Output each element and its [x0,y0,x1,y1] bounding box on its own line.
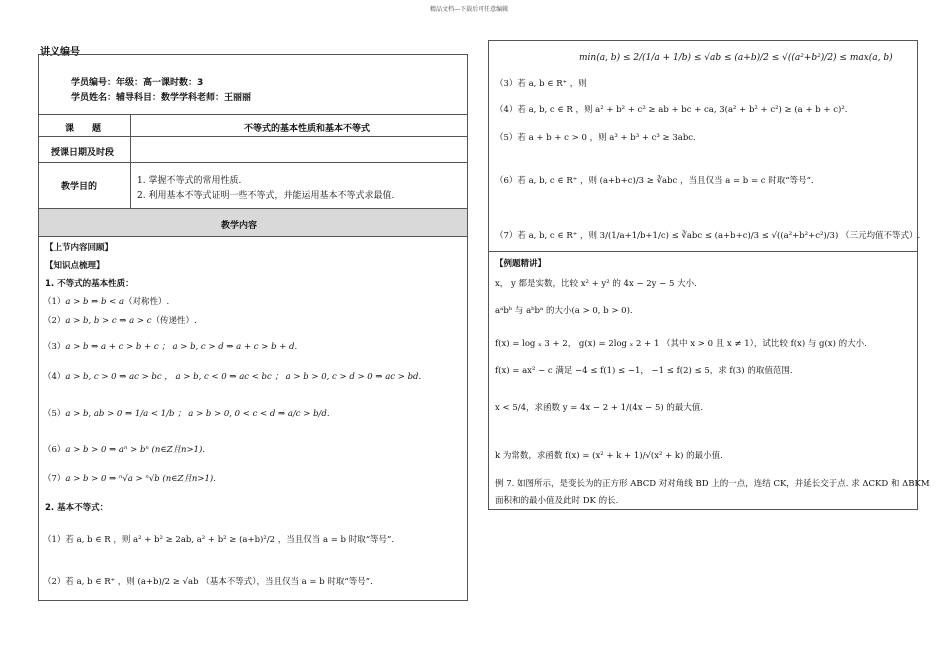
basic-ineq-1 [43,533,394,545]
example-5: x < 5/4，求函数 y = 4x − 2 + 1/(4x − 5) 的最大值. [495,403,704,413]
prop-expr: a > b ⇒ a + c > b + c ； a > b, c > d ⇒ a + c > b + d [65,342,295,352]
prop-2 [43,314,197,326]
date-label: 授课日期及时段 [51,148,115,158]
info-line-1: 学员编号：年级：高一课时数：3 [71,78,204,88]
example-3: f(x) = log ₓ 3 + 2， g(x) = 2log ₓ 2 + 1 （其中 x > 0 且 x ≠ 1），试比较 f(x) 与 g(x) 的大小. [495,339,867,349]
topic-label: 课 题 [65,124,102,134]
date-row [39,137,467,163]
prop-no: （3） [43,342,66,352]
prop-3 [43,340,297,352]
example-4: f(x) = ax² − c 满足 −4 ≤ f(1) ≤ −1， −1 ≤ f(2) ≤ 5，求 f(3) 的取值范围. [495,366,793,376]
example-6: k 为常数，求函数 f(x) = (x² + k + 1)/√(x² + k) 的最小值. [495,451,723,461]
topic-row [39,115,467,137]
content-label: 教学内容 [221,221,258,231]
goal-1: 1. 掌握不等式的常用性质. [137,176,242,186]
prop-expr: a > b ⇔ b < a [65,297,125,307]
prop-1 [43,295,169,307]
props-title: 1. 不等式的基本性质： [45,279,134,289]
goal-2: 2. 利用基本不等式证明一些不等式，并能运用基本不等式求最值. [137,191,395,201]
item-6: （6）若 a, b, c ∈ R⁺ ，则 (a+b+c)/3 ≥ ∛abc ，当且仅当 a = b = c 时取“等号”. [495,176,814,186]
basic-no: （1） [43,535,66,545]
goal-row [39,163,467,209]
topic-value: 不等式的基本性质和基本不等式 [244,124,371,134]
example-1: x， y 都是实数，比较 x² + y² 的 4x − 2y − 5 大小. [495,279,697,289]
ineq-title: 2. 基本不等式： [45,503,109,513]
left-panel [38,54,468,601]
example-2: aᵃbᵇ 与 aᵇbᵃ 的大小(a > 0, b > 0). [495,306,633,316]
basic-ineq-2 [43,575,373,587]
example-7: 例 7. 如图所示，是变长为的正方形 ABCD 对对角线 BD 上的一点，连结 CK，并延长交于点. 求 ΔCKD 和 ΔBKM [495,479,930,489]
prop-4 [43,370,421,382]
examples-heading: 【例题精讲】 [495,259,547,269]
prop-expr: a > b, c > 0 ⇒ ac > bc ， a > b, c < 0 ⇒ ac < bc ； a > b > 0, c > d > 0 ⇒ ac > bd [65,372,419,382]
right-panel [488,40,930,510]
prop-7 [43,472,216,484]
item-3: （3）若 a, b ∈ R⁺ ，则 [495,79,587,89]
prop-no: （4） [43,372,66,382]
review-heading: 【上节内容回顾】 [45,243,114,253]
prop-expr: a > b, b > c ⇒ a > c [65,316,152,326]
prop-expr: a > b, ab > 0 ⇒ 1/a < 1/b ； a > b > 0, 0 < c < d ⇒ a/c > b/d [65,409,327,419]
prop-no: （1） [43,297,66,307]
prop-no: （5） [43,409,66,419]
item-4: （4）若 a, b, c ∈ R ，则 a² + b² + c² ≥ ab + bc + ca, 3(a² + b² + c²) ≥ (a + b + c)². [495,105,848,115]
item-7: （7）若 a, b, c ∈ R⁺ ，则 3/(1/a+1/b+1/c) ≤ ∛abc ≤ (a+b+c)/3 ≤ √((a²+b²+c²)/3) （三元均值不等式）. [495,231,921,241]
basic-no: （2） [43,577,66,587]
basic-text: 若 a, b ∈ R⁺ ，则 (a+b)/2 ≥ √ab （基本不等式），当且仅当 a = b 时取“等号”. [65,577,373,587]
student-info [39,55,467,115]
goal-label: 教学目的 [61,182,98,192]
prop-note: . [294,342,298,352]
basic-text: 若 a, b ∈ R ，则 a² + b² ≥ 2ab, a² + b² ≥ (a+b)²/2 ，当且仅当 a = b 时取“等号”. [65,535,395,545]
example-7-cont: 面积和的最小值及此时 DK 的长. [495,496,619,506]
prop-5 [43,407,330,419]
info-line-2: 学员姓名：辅导科目：数学学科老师：王丽丽 [71,93,252,103]
prop-no: （2） [43,316,66,326]
prop-no: （6） [43,445,66,455]
header-note: 精品文档---下载后可任意编辑 [430,6,509,13]
prop-note: . [213,474,216,484]
prop-note: . [202,445,206,455]
prop-no: （7） [43,474,66,484]
prop-note: . [418,372,422,382]
item-5: （5）若 a + b + c > 0 ，则 a³ + b³ + c³ ≥ 3abc. [495,133,696,143]
content-row [39,209,467,237]
prop-note: . [326,409,330,419]
prop-note: （传递性）. [151,316,197,326]
mean-chain-formula: min(a, b) ≤ 2/(1/a + 1/b) ≤ √ab ≤ (a+b)/2 ≤ √((a²+b²)/2) ≤ max(a, b) [579,53,893,63]
prop-6 [43,443,205,455]
prop-expr: a > b > 0 ⇒ aⁿ > bⁿ (n∈Z且n>1) [65,445,203,455]
knowledge-heading: 【知识点梳理】 [45,261,105,271]
doc-code-label: 讲义编号 [40,47,80,58]
prop-expr: a > b > 0 ⇒ ⁿ√a > ⁿ√b (n∈Z且n>1) [65,474,214,484]
prop-note: （对称性）. [124,297,170,307]
